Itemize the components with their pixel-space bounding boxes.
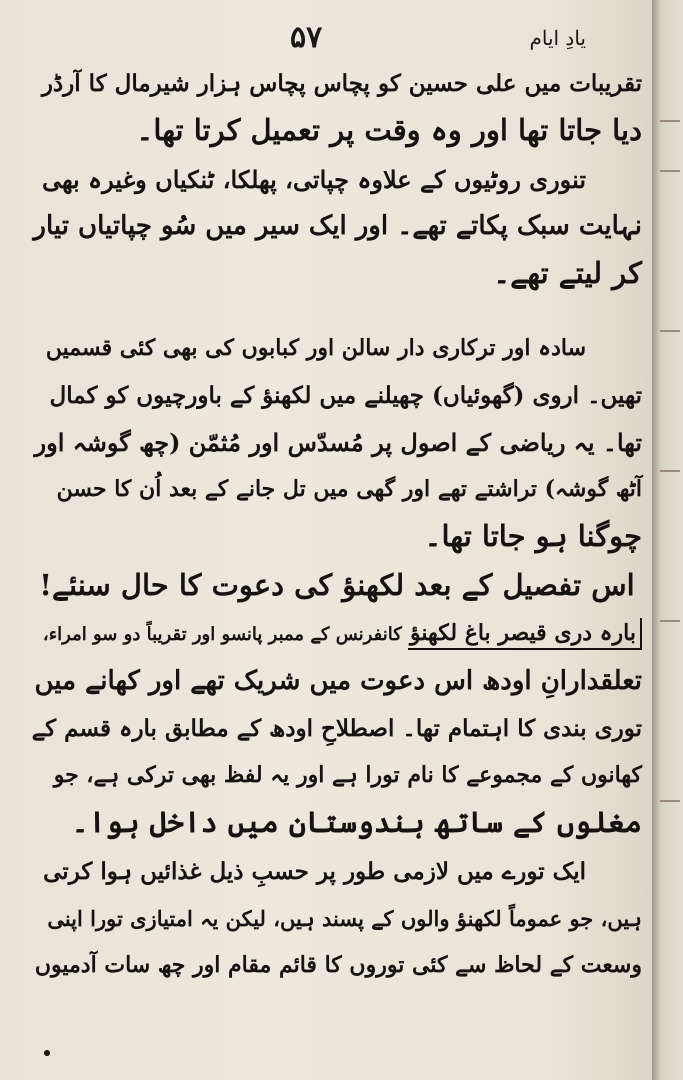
text-line: آٹھ گوشہ) تراشتے تھے اور گھی میں تل جانے کے بعد اُن کا حسن	[56, 476, 642, 502]
text-line: تھا۔ یہ ریاضی کے اصول پر مُسدّس اور مُثمّن (چھ گوشہ اور	[34, 428, 642, 457]
page-body	[32, 60, 642, 991]
next-page-text-fragment	[660, 470, 680, 472]
text-line-rest: کانفرنس کے ممبر پانسو اور تقریباً دو سو امراء،	[42, 624, 402, 645]
text-line: سادہ اور ترکاری دار سالن اور کبابوں کی بھی کئی قسمیں	[45, 335, 586, 361]
text-line: تعلقدارانِ اودھ اس دعوت میں شریک تھے اور کھانے میں	[34, 666, 642, 696]
text-line: چوگنا ہو جاتا تھا۔	[424, 519, 642, 553]
next-page-text-fragment	[660, 330, 680, 332]
next-page-text-fragment	[660, 120, 680, 122]
text-line: کر لیتے تھے۔	[493, 256, 642, 290]
boxed-insertion: بارہ دری قیصر باغ لکھنؤ	[408, 618, 642, 650]
text-line: اس تفصیل کے بعد لکھنؤ کی دعوت کا حال سنئے!	[39, 568, 635, 602]
paragraph-gap	[32, 299, 642, 325]
paragraph-5	[32, 611, 642, 846]
paragraph-2	[32, 156, 642, 297]
text-line: دیا جاتا تھا اور وہ وقت پر تعمیل کرتا تھا۔	[136, 113, 642, 147]
text-line: تقریبات میں علی حسین کو پچاس پچاس ہزار شیرمال کا آرڈر	[41, 70, 642, 97]
paragraph-3	[32, 325, 642, 560]
text-line: توری بندی کا اہتمام تھا۔ اصطلاحِ اودھ کے مطابق بارہ قسم کے	[31, 715, 642, 742]
paragraph-6	[32, 848, 642, 989]
text-line: کھانوں کے مجموعے کا نام تورا ہے اور یہ لفظ بھی ترکی ہے، جو	[53, 762, 642, 788]
paragraph-4	[32, 562, 642, 609]
next-page-text-fragment	[660, 620, 680, 622]
text-line: ہیں، جو عموماً لکھنؤ والوں کے پسند ہیں، لیکن یہ امتیازی تورا اپنی	[47, 906, 642, 931]
ink-dot	[44, 1050, 50, 1056]
next-page-text-fragment	[660, 800, 680, 802]
text-line: وسعت کے لحاظ سے کئی توروں کا قائم مقام اور چھ سات آدمیوں	[34, 952, 642, 978]
paragraph-1	[32, 60, 642, 154]
text-line: نہایت سبک پکاتے تھے۔ اور ایک سیر میں سُو چپاتیاں تیار	[33, 211, 642, 241]
text-line: ایک تورے میں لازمی طور پر حسبِ ذیل غذائیں ہوا کرتی	[43, 858, 586, 885]
text-line: تنوری روٹیوں کے علاوہ چپاتی، پھلکا، ٹنکیاں وغیرہ بھی	[41, 165, 586, 194]
page-header	[0, 20, 652, 60]
next-page-text-fragment	[660, 170, 680, 172]
text-line: مغلوں کے ساتھ ہندوستان میں داخل ہوا۔	[71, 805, 642, 839]
running-head: یادِ ایام	[529, 26, 586, 50]
next-page-edge	[652, 0, 683, 1080]
text-line: تھیں۔ اروی (گھوئیاں) چھیلنے میں لکھنؤ کے باورچیوں کو کمال	[49, 382, 642, 409]
page-number: ۵۷	[290, 20, 323, 55]
text-line	[32, 611, 642, 658]
